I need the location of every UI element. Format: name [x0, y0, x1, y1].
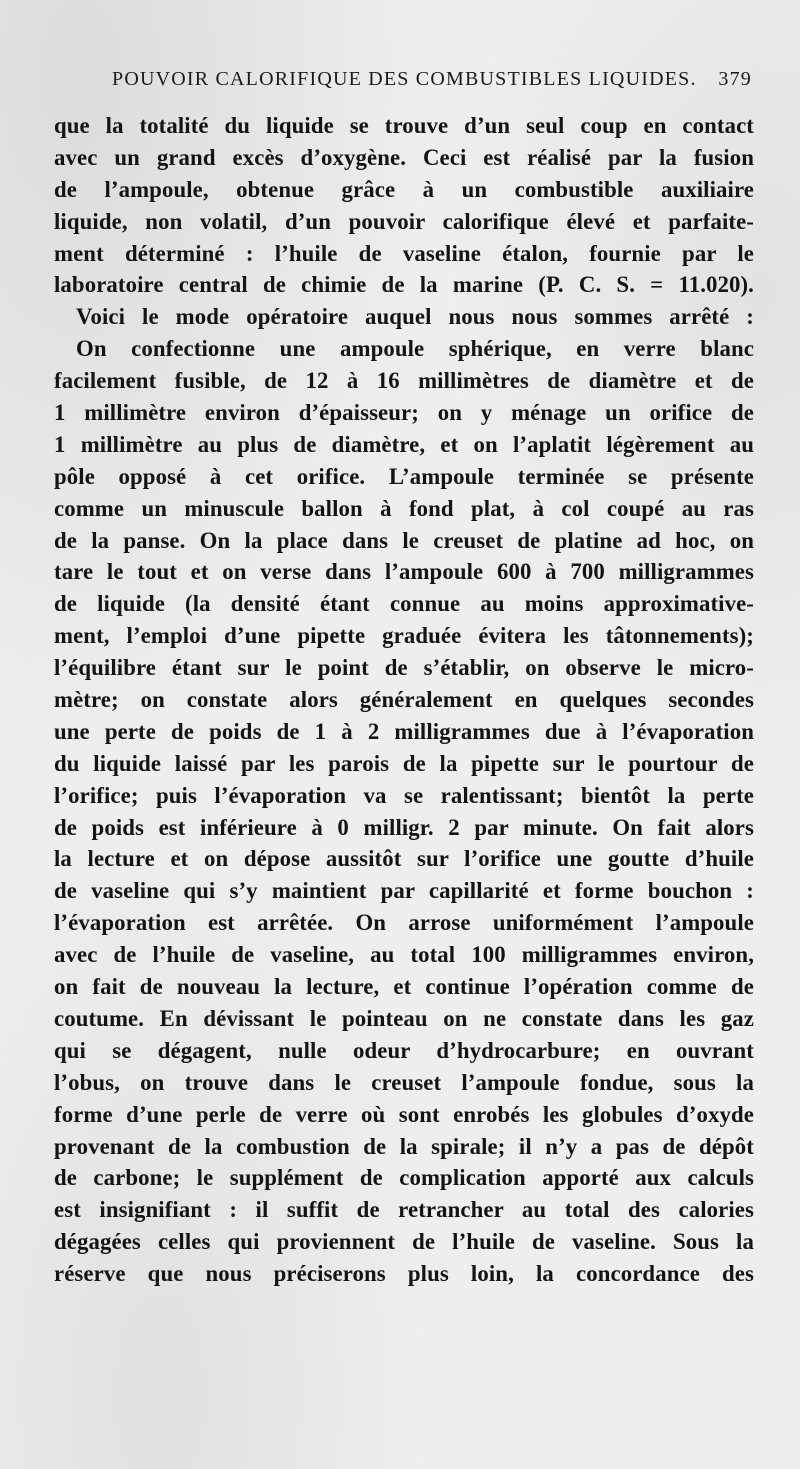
text-line: de carbone; le supplément de complication apporté aux calculs [54, 1165, 754, 1191]
text-line: l’orifice; puis l’évaporation va se ralentissant; bientôt la perte [54, 782, 754, 808]
text-line: dégagées celles qui proviennent de l’huile de vaseline. Sous la [54, 1229, 754, 1255]
text-line: comme un minuscule ballon à fond plat, à col coupé au ras [54, 495, 754, 521]
page-number: 379 [718, 68, 752, 90]
text-line: réserve que nous préciserons plus loin, la concordance des [54, 1261, 754, 1287]
text-line: provenant de la combustion de la spirale; il n’y a pas de dépôt [54, 1133, 754, 1159]
text-line: ment, l’emploi d’une pipette graduée évitera les tâtonnements); [54, 623, 754, 649]
text-line: l’équilibre étant sur le point de s’établir, on observe le micro- [54, 655, 754, 681]
text-line: que la totalité du liquide se trouve d’un seul coup en contact [54, 113, 754, 138]
text-line: liquide, non volatil, d’un pouvoir calorifique élevé et parfaite- [54, 208, 754, 234]
body-text [54, 110, 754, 1290]
text-line: est insignifiant : il suffit de retrancher au total des calories [54, 1197, 754, 1223]
text-line: on fait de nouveau la lecture, et continue l’opération comme de [54, 974, 754, 1000]
text-line: On confectionne une ampoule sphérique, en verre blanc [76, 336, 754, 362]
text-line: 1 millimètre au plus de diamètre, et on l’aplatit légèrement au [54, 431, 754, 457]
text-line: ment déterminé : l’huile de vaseline étalon, fournie par le [54, 240, 754, 266]
text-line: de vaseline qui s’y maintient par capillarité et forme bouchon : [54, 878, 754, 904]
text-line: coutume. En dévissant le pointeau on ne constate dans les gaz [54, 1005, 754, 1031]
text-line: de l’ampoule, obtenue grâce à un combustible auxiliaire [54, 176, 754, 202]
text-line: avec de l’huile de vaseline, au total 100 milligrammes environ, [54, 942, 754, 968]
text-line: la lecture et on dépose aussitôt sur l’orifice une goutte d’huile [54, 846, 754, 872]
text-line: de liquide (la densité étant connue au moins approximative- [54, 591, 754, 617]
text-line: laboratoire central de chimie de la marine (P. C. S. = 11.020). [54, 272, 754, 298]
page-header [112, 68, 752, 98]
text-line: une perte de poids de 1 à 2 milligrammes due à l’évaporation [54, 718, 754, 744]
text-line: facilement fusible, de 12 à 16 millimètres de diamètre et de [54, 368, 754, 394]
text-line: l’évaporation est arrêtée. On arrose uniformément l’ampoule [54, 910, 754, 936]
text-line: l’obus, on trouve dans le creuset l’ampoule fondue, sous la [54, 1069, 754, 1095]
text-line: de la panse. On la place dans le creuset de platine ad hoc, on [54, 527, 754, 553]
text-line: avec un grand excès d’oxygène. Ceci est réalisé par la fusion [54, 144, 754, 170]
text-line: 1 millimètre environ d’épaisseur; on y ménage un orifice de [54, 400, 754, 426]
text-line: de poids est inférieure à 0 milligr. 2 par minute. On fait alors [54, 814, 754, 840]
text-line: du liquide laissé par les parois de la pipette sur le pourtour de [54, 750, 754, 776]
text-line: qui se dégagent, nulle odeur d’hydrocarbure; en ouvrant [54, 1037, 754, 1063]
text-line: tare le tout et on verse dans l’ampoule 600 à 700 milligrammes [54, 559, 754, 585]
text-line: pôle opposé à cet orifice. L’ampoule terminée se présente [54, 463, 754, 489]
text-line: forme d’une perle de verre où sont enrobés les globules d’oxyde [54, 1101, 754, 1127]
text-line: Voici le mode opératoire auquel nous nous sommes arrêté : [76, 304, 754, 330]
text-line: mètre; on constate alors généralement en quelques secondes [54, 687, 754, 713]
running-title: POUVOIR CALORIFIQUE DES COMBUSTIBLES LIQUIDES. [112, 68, 697, 90]
